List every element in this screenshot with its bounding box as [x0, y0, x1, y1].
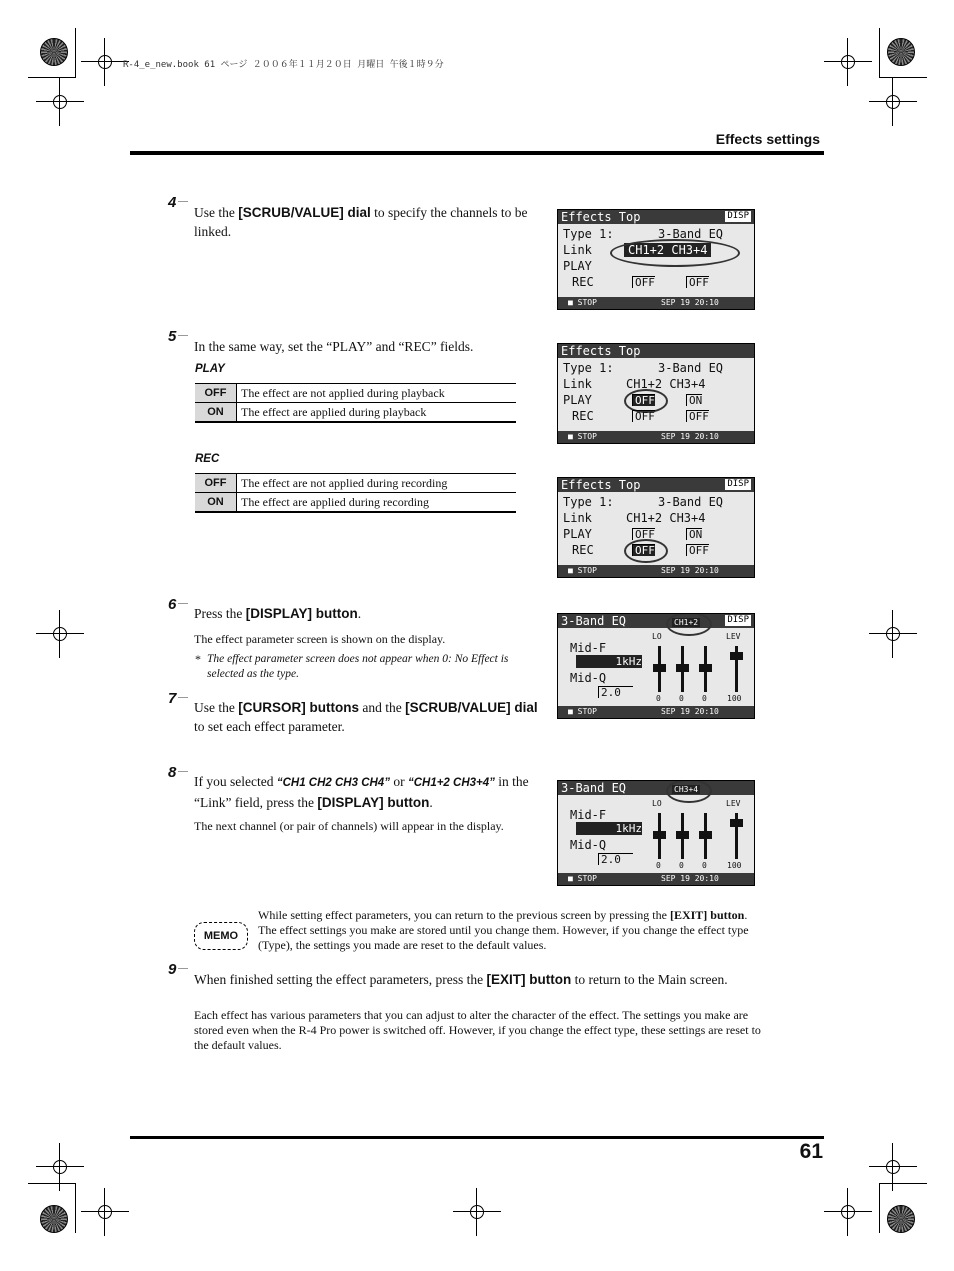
memo-icon: MEMO: [198, 926, 244, 946]
page-number: 61: [799, 1140, 823, 1163]
lcd-eq-ch3: 3-Band EQ CH3+4 LO LEV Mid-F 1kHz Mid-Q 2.0 0 0 0 100 ■ STOP SEP 19 20:10: [557, 780, 755, 886]
trim-line: [75, 1183, 76, 1233]
step-number: 9: [168, 961, 177, 978]
trim-line: [879, 1183, 927, 1184]
step-7-text: Use the [CURSOR] buttons and the [SCRUB/VALUE] dial to set each effect parameter.: [194, 700, 538, 734]
play-table: [195, 383, 516, 423]
note-mark: *: [195, 652, 201, 666]
step-6-desc: The effect parameter screen is shown on the display.: [194, 632, 446, 646]
trim-line: [75, 28, 76, 78]
table-row: ON The effect are applied during recording: [195, 493, 516, 513]
crosshair-mark: [95, 52, 115, 72]
trim-line: [879, 1183, 880, 1233]
section-title: Effects settings: [715, 131, 820, 147]
step-number: 8: [168, 764, 177, 781]
closing-paragraph: Each effect has various parameters that you can adjust to alter the character of the effect. The settings you make are stored even when the R-4 Pro power is switched off. However, if you change the effect type, these settings are reset to the default values.: [194, 1008, 761, 1052]
crosshair-mark: [467, 1202, 487, 1222]
registration-disc: [40, 38, 68, 66]
lcd-effects-top-rec: Effects Top DISP Type 1: 3-Band EQ Link CH1+2 CH3+4 PLAY OFF ON REC OFF OFF ■ STOP SEP 19 20:10: [557, 477, 755, 578]
lcd-effects-top-play: Effects Top Type 1: 3-Band EQ Link CH1+2 CH3+4 PLAY OFF ON REC OFF OFF ■ STOP SEP 19 20:10: [557, 343, 755, 444]
rec-table: [195, 473, 516, 513]
step-number: 7: [168, 690, 177, 707]
crosshair-mark: [883, 624, 903, 644]
trim-line: [879, 77, 927, 78]
table-row: OFF The effect are not applied during recording: [195, 474, 516, 493]
trim-line: [28, 1183, 76, 1184]
crosshair-mark: [50, 1157, 70, 1177]
step-number: 6: [168, 596, 177, 613]
header-rule: [130, 151, 824, 155]
crosshair-mark: [95, 1202, 115, 1222]
crosshair-mark: [838, 52, 858, 72]
trim-line: [28, 77, 76, 78]
step-9-text: When finished setting the effect parameters, press the [EXIT] button to return to the Main screen.: [194, 972, 728, 987]
crosshair-mark: [50, 92, 70, 112]
step-6-note: The effect parameter screen does not appear when 0: No Effect is selected as the type.: [207, 653, 509, 680]
step-4-text: Use the [SCRUB/VALUE] dial to specify the channels to be linked.: [194, 205, 528, 239]
step-8-desc: The next channel (or pair of channels) will appear in the display.: [194, 819, 504, 833]
registration-disc: [40, 1205, 68, 1233]
table-row: OFF The effect are not applied during playback: [195, 384, 516, 403]
lcd-eq-ch1: 3-Band EQ DISP CH1+2 LO LEV Mid-F 1kHz Mid-Q 2.0 0 0 0 100 ■ STOP SEP 19 20:10: [557, 613, 755, 719]
crosshair-mark: [838, 1202, 858, 1222]
registration-disc: [887, 38, 915, 66]
step-6-text: Press the [DISPLAY] button.: [194, 606, 362, 621]
step-number: 4: [168, 194, 177, 211]
trim-line: [879, 28, 880, 78]
lcd-effects-top-link: Effects Top DISP Type 1: 3-Band EQ Link CH1+2 CH3+4 PLAY REC OFF OFF ■ STOP SEP 19 20:10: [557, 209, 755, 310]
step-number: 5: [168, 328, 177, 345]
footer-rule: [130, 1136, 824, 1139]
play-table-label: PLAY: [195, 363, 225, 375]
table-row: ON The effect are applied during playback: [195, 403, 516, 423]
rec-table-label: REC: [195, 453, 220, 465]
registration-disc: [887, 1205, 915, 1233]
crosshair-mark: [50, 624, 70, 644]
memo-text: While setting effect parameters, you can return to the previous screen by pressing the [EXIT] button. The effect settings you make are stored until you change them. However, if you change the effect type (Type), the settings you made are reset to the default values.: [258, 908, 749, 952]
crosshair-mark: [883, 1157, 903, 1177]
book-info: R-4_e_new.book 61 ページ ２００６年１１月２０日 月曜日 午後１時９分: [123, 60, 444, 70]
step-5-text: In the same way, set the “PLAY” and “REC” fields.: [194, 339, 474, 354]
step-8-text: If you selected “CH1 CH2 CH3 CH4” or “CH1+2 CH3+4” in the “Link” field, press the [DISPLAY] button.: [194, 774, 529, 810]
crosshair-mark: [883, 92, 903, 112]
